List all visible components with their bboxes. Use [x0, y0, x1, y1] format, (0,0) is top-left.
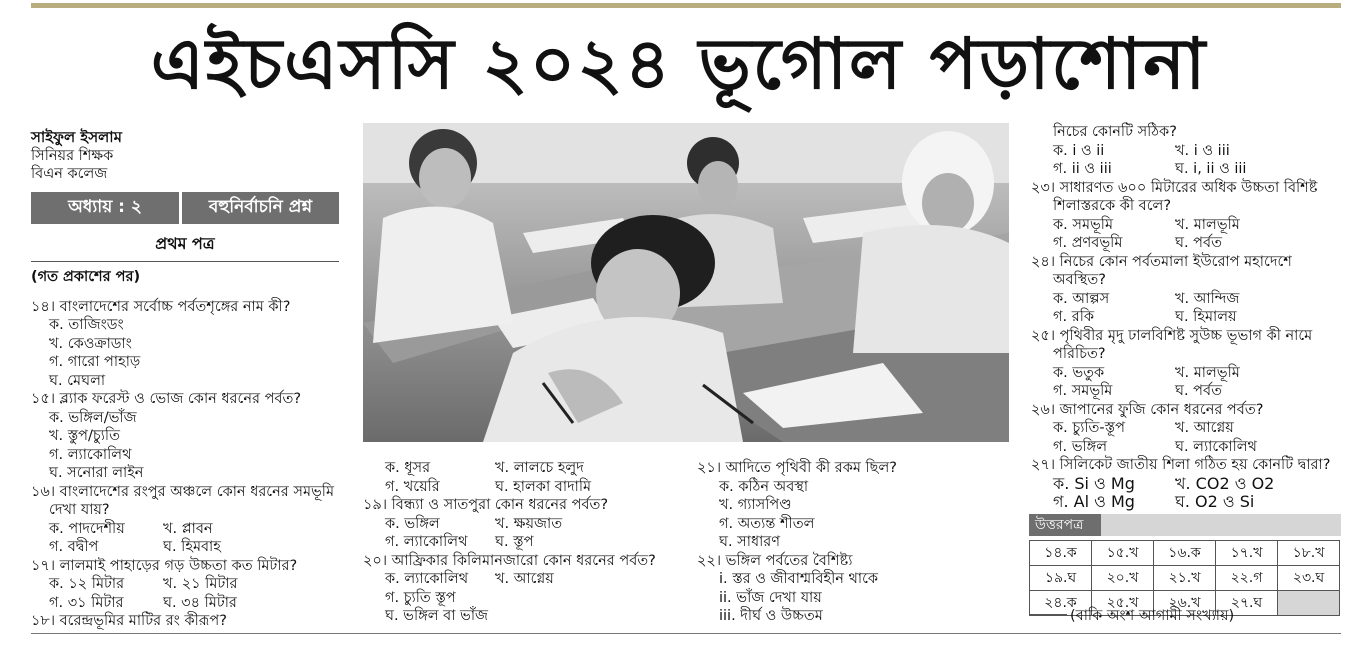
author-name: সাইফুল ইসলাম: [31, 128, 122, 146]
option: গ. ভঙ্গিল: [1053, 438, 1108, 455]
answer-cell: ১৬.ক: [1154, 541, 1216, 566]
question-21: ২১। আদিতে পৃথিবী কী রকম ছিল?: [697, 460, 897, 476]
option: খ. CO2 ও O2: [1175, 473, 1275, 493]
chapter-label: অধ্যায় : ২: [68, 197, 142, 217]
question-16-cont: দেখা যায়?: [49, 502, 110, 518]
question-column-1: [31, 268, 334, 631]
question-16: ১৬। বাংলাদেশের রংপুর অঞ্চলে কোন ধরনের সমভূমি: [31, 483, 335, 500]
table-row: [1030, 566, 1340, 591]
footer-note-rule: [1029, 614, 1067, 615]
question-22: ২২। ভঙ্গিল পর্বতের বৈশিষ্ট্য: [697, 552, 853, 569]
option: খ. আগ্নেয়: [495, 571, 554, 587]
option: গ. খয়েরি: [385, 478, 440, 495]
question-column-4: [1031, 123, 1330, 512]
option: ঘ. হিমবাহ: [163, 539, 221, 555]
option: গ. বদ্বীপ: [49, 539, 99, 555]
author-position: সিনিয়র শিক্ষক: [31, 147, 114, 164]
option: ঘ. পর্বত: [1175, 235, 1222, 251]
answer-cell: ১৮.খ: [1278, 541, 1340, 566]
option: ঘ. ভঙ্গিল বা ভাঁজ: [385, 608, 489, 624]
option: গ. প্রণবভূমি: [1053, 235, 1123, 251]
option: গ. রকি: [1053, 309, 1094, 325]
question-23: ২৩। সাধারণত ৬০০ মিটারের অধিক উচ্চতা বিশিষ্ট: [1031, 179, 1318, 196]
statement: ii. ভাঁজ দেখা যায়: [719, 589, 822, 606]
option: ক. i ও ii: [1053, 142, 1105, 159]
question-26: ২৬। জাপানের ফুজি কোন ধরনের পর্বত?: [1031, 401, 1264, 418]
option: ক. চ্যুতি-স্তূপ: [1053, 420, 1125, 436]
question-column-3: [697, 459, 897, 626]
option: খ. আগ্নেয়: [1175, 420, 1234, 436]
option: ক. আল্পস: [1053, 290, 1110, 307]
top-accent-bar: [31, 3, 1341, 8]
option: গ. ৩১ মিটার: [49, 594, 124, 611]
statement: iii. দীর্ঘ ও উচ্চতম: [719, 608, 823, 624]
answer-cell: ২১.খ: [1154, 566, 1216, 591]
option: গ. অত্যন্ত শীতল: [719, 515, 815, 532]
option: খ. লালচে হলুদ: [495, 460, 584, 476]
option: খ. প্লাবন: [163, 520, 213, 537]
option: ঘ. সনোরা লাইন: [49, 465, 144, 481]
question-22-stem: নিচের কোনটি সঠিক?: [1053, 124, 1177, 140]
option: খ. মালভূমি: [1175, 216, 1240, 233]
option: ঘ. হালকা বাদামি: [495, 478, 592, 495]
option: ক. ভঙ্গিল: [385, 515, 440, 532]
answer-cell: ২৪.ক: [1030, 591, 1092, 616]
answer-cell: ২৩.ঘ: [1278, 566, 1340, 591]
option: ক. ১২ মিটার: [49, 576, 125, 592]
answer-cell: ২৬.খ: [1154, 591, 1216, 616]
option: ঘ. সাধারণ: [719, 534, 781, 550]
table-row: [1030, 541, 1340, 566]
answer-cell: ১৯.ঘ: [1030, 566, 1092, 591]
option: ক. ভঙ্গিল/ভাঁজ: [49, 409, 137, 426]
option: খ. i ও iii: [1175, 142, 1230, 159]
option: ঘ. মেঘলা: [49, 372, 106, 389]
option: খ. ক্ষয়জাত: [495, 515, 563, 532]
option: ক. তাজিংডং: [49, 317, 124, 333]
question-14: ১৪। বাংলাদেশের সর্বোচ্চ পর্বতশৃঙ্গের নাম কী?: [31, 298, 291, 315]
option: খ. ২১ মিটার: [163, 576, 238, 592]
option: ঘ. i, ii ও iii: [1175, 161, 1247, 177]
option: ক. সমভূমি: [1053, 216, 1113, 233]
question-15: ১৫। ব্ল্যাক ফরেস্ট ও ভোজ কোন ধরনের পর্বত?: [31, 391, 302, 407]
divider-line: [31, 261, 339, 262]
option: ঘ. ল্যাকোলিথ: [1175, 438, 1257, 455]
answer-cell: ২৭.ঘ: [1216, 591, 1278, 616]
author-block: [31, 128, 122, 184]
question-27: ২৭। সিলিকেট জাতীয় শিলা গঠিত হয় কোনটি দ্বারা?: [1031, 457, 1331, 473]
statement: i. স্তর ও জীবাশ্মবিহীন থাকে: [719, 571, 879, 587]
option: ক. ধূসর: [385, 460, 431, 476]
chapter-bar: [31, 192, 339, 224]
question-17: ১৭। লালমাই পাহাড়ের গড় উচ্চতা কত মিটার?: [31, 557, 298, 574]
answer-cell: ২৫.খ: [1092, 591, 1154, 616]
question-column-2: [363, 459, 656, 626]
option: ঘ. হিমালয়: [1175, 309, 1237, 325]
answer-cell: ১৪.ক: [1030, 541, 1092, 566]
question-23-cont: শিলাস্তরকে কী বলে?: [1053, 198, 1172, 214]
bottom-rule: [31, 633, 1341, 634]
answer-sheet-header: [1029, 514, 1341, 536]
option: ঘ. পর্বত: [1175, 383, 1222, 399]
question-24: ২৪। নিচের কোন পর্বতমালা ইউরোপ মহাদেশে: [1031, 253, 1292, 270]
option: ঘ. ৩৪ মিটার: [163, 594, 237, 611]
option: খ. মালভূমি: [1175, 364, 1240, 381]
continued-next-issue: (বাকি অংশ আগামী সংখ্যায়): [1070, 608, 1235, 624]
chapter-type: বহুনির্বাচনি প্রশ্ন: [208, 197, 313, 217]
paper-label: প্রথম পত্র: [155, 234, 215, 253]
answer-cell-empty: [1278, 591, 1340, 616]
question-18: ১৮। বরেন্দ্রভূমির মাটির রং কীরূপ?: [31, 613, 227, 629]
question-25: ২৫। পৃথিবীর মৃদু ঢালবিশিষ্ট সুউচ্চ ভূভাগ কী নামে: [1031, 327, 1313, 344]
answer-cell: ২২.গ: [1216, 566, 1278, 591]
option: গ. ল্যাকোলিথ: [385, 534, 468, 550]
answer-cell: ১৭.খ: [1216, 541, 1278, 566]
author-college: বিএন কলেজ: [31, 166, 108, 182]
option: খ. আন্দিজ: [1175, 290, 1240, 307]
answer-cell: ১৫.খ: [1092, 541, 1154, 566]
option: ঘ. স্তূপ: [495, 534, 534, 550]
option: গ. ল্যাকোলিথ: [49, 446, 132, 463]
option: গ. সমভূমি: [1053, 383, 1113, 399]
students-writing-exam-image: [363, 123, 1009, 442]
continued-note: (গত প্রকাশের পর): [31, 269, 141, 285]
question-19: ১৯। বিন্ধ্যা ও সাতপুরা কোন ধরনের পর্বত?: [363, 497, 609, 513]
option: ঘ. O2 ও Si: [1175, 492, 1255, 511]
option: গ. গারো পাহাড়: [49, 354, 141, 370]
option: গ. চ্যুতি স্তূপ: [385, 589, 456, 606]
answer-sheet-title: উত্তরপত্র: [1029, 514, 1101, 536]
exam-hall-photo: [363, 123, 1009, 442]
question-20: ২০। আফ্রিকার কিলিমানজারো কোন ধরনের পর্বত?: [363, 552, 656, 569]
option: ক. কঠিন অবস্থা: [719, 478, 809, 495]
question-25-cont: পরিচিত?: [1053, 346, 1106, 362]
option: গ. ii ও iii: [1053, 161, 1112, 177]
option: গ. Al ও Mg: [1053, 492, 1135, 511]
option: ক. পাদদেশীয়: [49, 520, 125, 537]
option: ক. ভতুক: [1053, 364, 1105, 381]
option: খ. কেওক্রাডাং: [49, 335, 132, 352]
option: খ. গ্যাসপিণ্ড: [719, 497, 792, 513]
option: ক. ল্যাকোলিথ: [385, 571, 469, 587]
page-title: এইচএসসি ২০২৪ ভূগোল পড়াশোনা: [150, 23, 1208, 105]
answer-cell: ২০.খ: [1092, 566, 1154, 591]
option: ক. Si ও Mg: [1053, 473, 1135, 493]
question-24-cont: অবস্থিত?: [1053, 272, 1106, 288]
option: খ. স্তুপ/চ্যুতি: [49, 428, 120, 444]
